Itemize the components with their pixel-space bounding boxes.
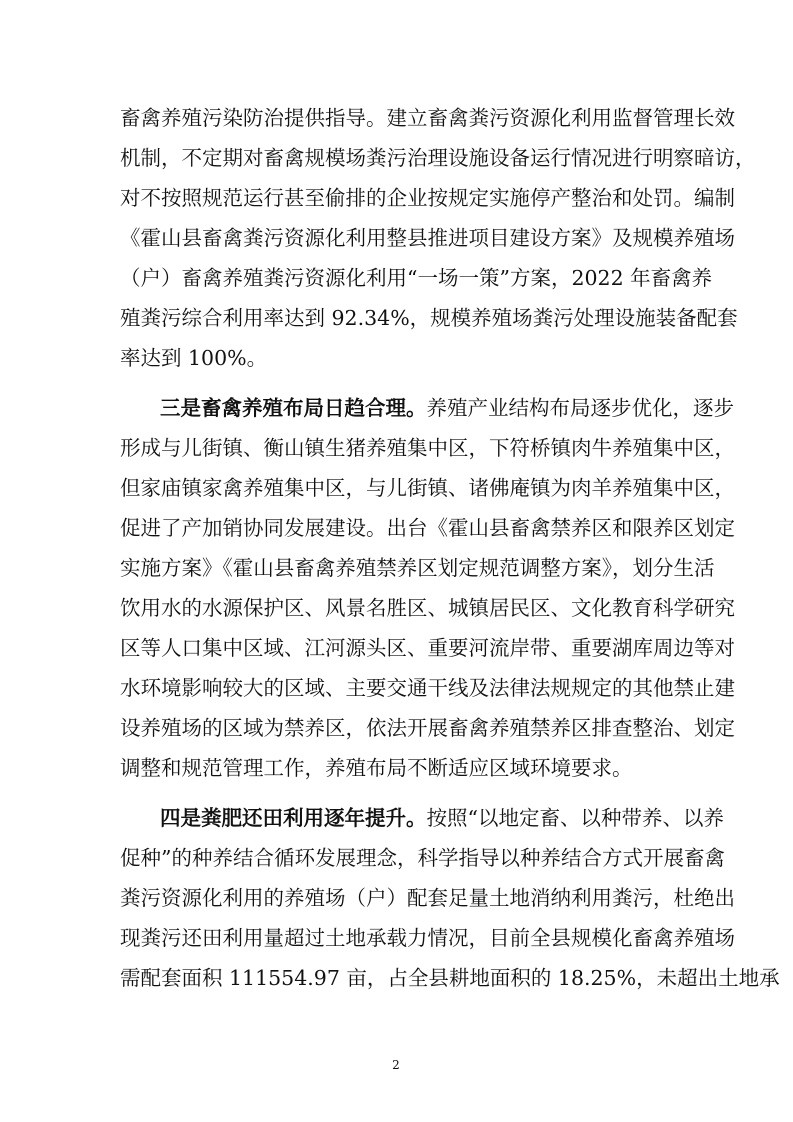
- body-text-line: 形成与儿街镇、衡山镇生猪养殖集中区，下符桥镇肉牛养殖集中区，: [120, 436, 735, 460]
- body-text-line: 殖粪污综合利用率达到 92.34%，规模养殖场粪污处理设施装备配套: [120, 306, 738, 330]
- body-text-line: 机制，不定期对畜禽规模场粪污治理设施设备运行情况进行明察暗访，: [120, 146, 756, 170]
- paragraph-heading: 四是粪肥还田利用逐年提升。: [160, 806, 427, 830]
- body-text-line: 区等人口集中区域、江河源头区、重要河流岸带、重要湖库周边等对: [120, 636, 735, 660]
- paragraph-heading: 三是畜禽养殖布局日趋合理。: [160, 396, 427, 420]
- page-number: 2: [392, 1058, 400, 1072]
- body-text-line: 粪污资源化利用的养殖场（户）配套足量土地消纳利用粪污，杜绝出: [120, 886, 735, 910]
- body-text-line: 设养殖场的区域为禁养区，依法开展畜禽养殖禁养区排查整治、划定: [120, 716, 735, 740]
- body-text-line: 饮用水的水源保护区、风景名胜区、城镇居民区、文化教育科学研究: [120, 596, 735, 620]
- body-text-line: 实施方案》《霍山县畜禽养殖禁养区划定规范调整方案》，划分生活: [120, 556, 715, 580]
- body-text-line: 促进了产加销协同发展建设。出台《霍山县畜禽禁养区和限养区划定: [120, 516, 735, 540]
- body-text-line: 率达到 100%。: [120, 346, 268, 370]
- paragraph-first-line: [160, 798, 724, 838]
- body-text-line: 需配套面积 111554.97 亩，占全县耕地面积的 18.25%，未超出土地承: [120, 966, 780, 990]
- body-text-line: 现粪污还田利用量超过土地承载力情况，目前全县规模化畜禽养殖场: [120, 926, 735, 950]
- body-text-line: （户）畜禽养殖粪污资源化利用“一场一策”方案，2022 年畜禽养: [120, 266, 713, 290]
- body-text-line: 水环境影响较大的区域、主要交通干线及法律法规规定的其他禁止建: [120, 676, 735, 700]
- body-text-line: 《霍山县畜禽粪污资源化利用整县推进项目建设方案》及规模养殖场: [120, 226, 735, 250]
- body-text-line: 促种”的种养结合循环发展理念，科学指导以种养结合方式开展畜禽: [120, 846, 725, 870]
- body-text: 养殖产业结构布局逐步优化，逐步: [426, 396, 734, 420]
- body-text-line: 畜禽养殖污染防治提供指导。建立畜禽粪污资源化利用监督管理长效: [120, 106, 735, 130]
- body-text-line: 但家庙镇家禽养殖集中区，与儿街镇、诸佛庵镇为肉羊养殖集中区，: [120, 476, 735, 500]
- body-text-line: 调整和规范管理工作，养殖布局不断适应区域环境要求。: [120, 756, 633, 780]
- body-text-line: 对不按照规范运行甚至偷排的企业按规定实施停产整治和处罚。编制: [120, 186, 735, 210]
- paragraph-first-line: [160, 388, 734, 428]
- body-text: 按照“以地定畜、以种带养、以养: [426, 806, 724, 830]
